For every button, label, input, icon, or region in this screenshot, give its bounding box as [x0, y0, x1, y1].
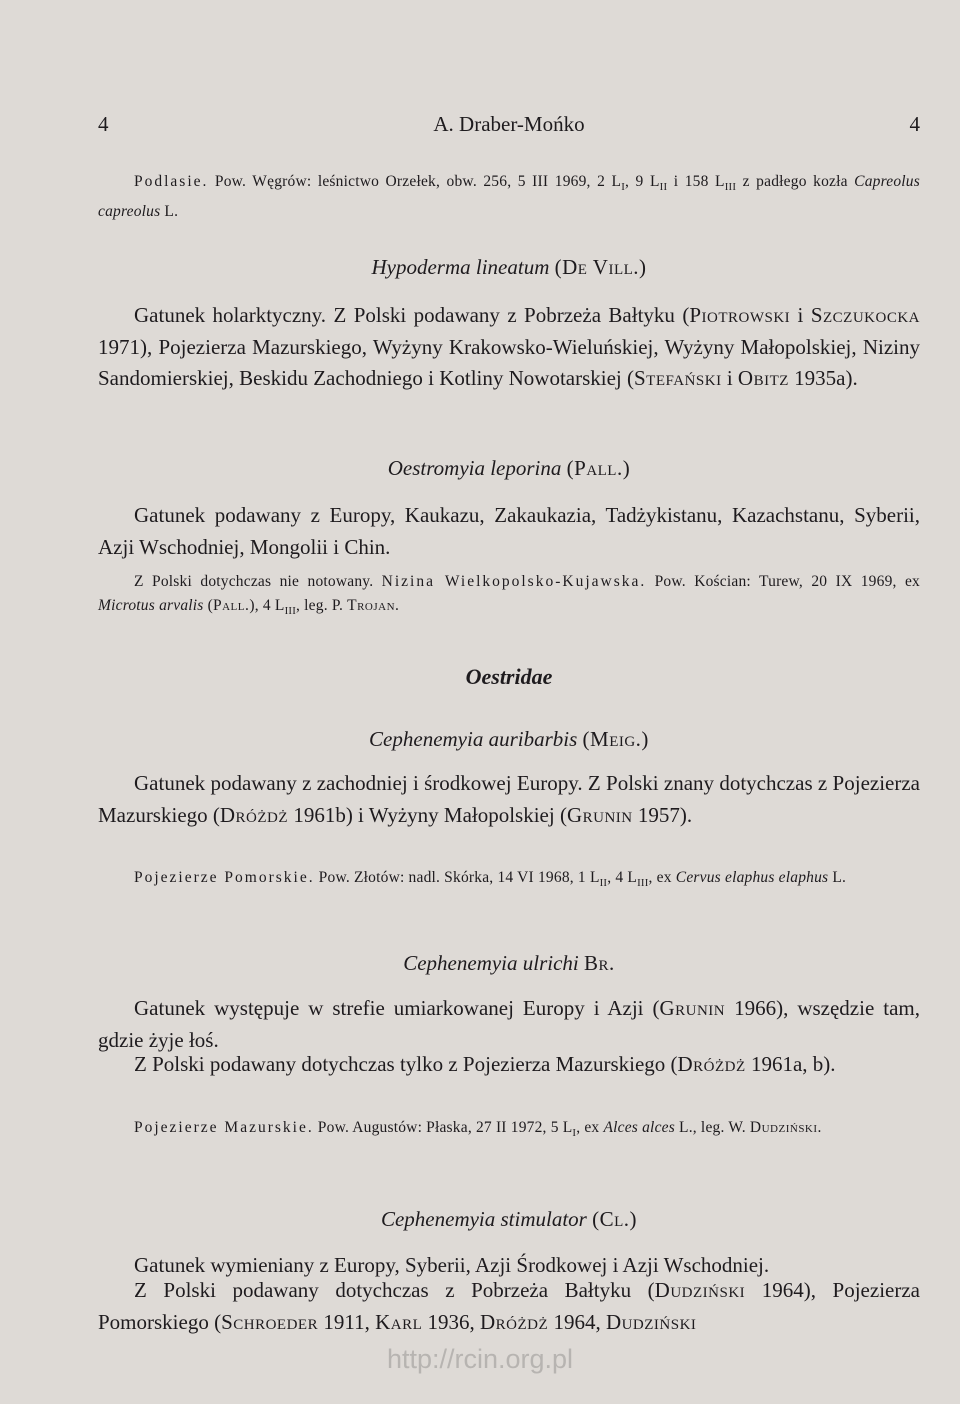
species-heading-cephenemyia-auribarbis: Cephenemyia auribarbis (Meig.) [369, 727, 649, 751]
species-heading-oestromyia-leporina: Oestromyia leporina (Pall.) [387, 456, 631, 480]
record-pojezierze-pomorskie: Pojezierze Pomorskie. Pow. Złotów: nadl. Skórka, 14 VI 1968, 1 $L_{II}$, 4 $L_{III}$, ex Cervus elaphus elaphus L. [134, 869, 847, 890]
paragraph-ulrichi-distribution: Gatunek występuje w strefie umiarkowanej Europy i Azji (Grunin 1966), wszędzie tam, gdzie żyje łoś. [98, 996, 920, 1052]
species-heading-hypoderma-lineatum: Hypoderma lineatum (De Vill.) [371, 255, 647, 279]
paragraph-stimulator-distribution: Gatunek wymieniany z Europy, Syberii, Azji Środkowej i Azji Wschodniej. [134, 1253, 770, 1277]
paragraph-oestromyia-distribution: Gatunek podawany z Europy, Kaukazu, Zakaukazia, Tadżykistanu, Kazachstanu, Syberii, Azji Wschodniej, Mongolii i Chin. [98, 503, 920, 559]
species-heading-cephenemyia-ulrichi: Cephenemyia ulrichi Br. [403, 951, 615, 975]
species-heading-cephenemyia-stimulator: Cephenemyia stimulator (Cl.) [380, 1207, 638, 1231]
running-head: A. Draber-Mońko [433, 112, 585, 136]
record-podlasie: Podlasie. Pow. Węgrów: leśnictwo Orzełek, obw. 256, 5 III 1969, 2 $L_I$, 9 $L_{II}$ i 158 $L_{III}$ z padłego kozła Capreolus capreolus L. [98, 173, 920, 220]
family-heading-oestridae: Oestridae [465, 664, 553, 689]
paragraph-stimulator-poland: Z Polski podawany dotychczas z Pobrzeża Bałtyku (Dudziński 1964), Pojezierza Pomorskiego (Schroeder 1911, Karl 1936, Dróżdż 1964, Dudziński [98, 1278, 920, 1334]
page-number-right: 4 [909, 112, 920, 136]
watermark-url: http://rcin.org.pl [386, 1344, 574, 1374]
record-nizina-wielkopolsko-kujawska: Z Polski dotychczas nie notowany. Nizina Wielkopolsko-Kujawska. Pow. Kościan: Turew, 20 IX 1969, ex Microtus arvalis (Pall.), 4 $L_{III}$, leg. P. Trojan. [98, 573, 921, 617]
paragraph-hypoderma-distribution: Gatunek holarktyczny. Z Polski podawany z Pobrzeża Bałtyku (Piotrowski i Szczukocka 1971), Pojezierza Mazurskiego, Wyżyny Krakowsko-Wieluńskiej, Wyżyny Małopolskiej, Niziny Sandomierskiej, Beskidu Zachodniego i Kotliny Nowotarskiej (Stefański i Obitz 1935a). [98, 303, 920, 390]
paragraph-auribarbis-distribution: Gatunek podawany z zachodniej i środkowej Europy. Z Polski znany dotychczas z Pojezierza Mazurskiego (Dróżdż 1961b) i Wyżyny Małopolskiej (Grunin 1957). [98, 771, 920, 827]
record-pojezierze-mazurskie: Pojezierze Mazurskie. Pow. Augustów: Płaska, 27 II 1972, 5 $L_I$, ex Alces alces L., leg. W. Dudziński. [134, 1119, 822, 1140]
page-header [98, 112, 920, 142]
paragraph-ulrichi-poland: Z Polski podawany dotychczas tylko z Pojezierza Mazurskiego (Dróżdż 1961a, b). [134, 1052, 836, 1076]
page-number-left: 4 [98, 112, 109, 136]
